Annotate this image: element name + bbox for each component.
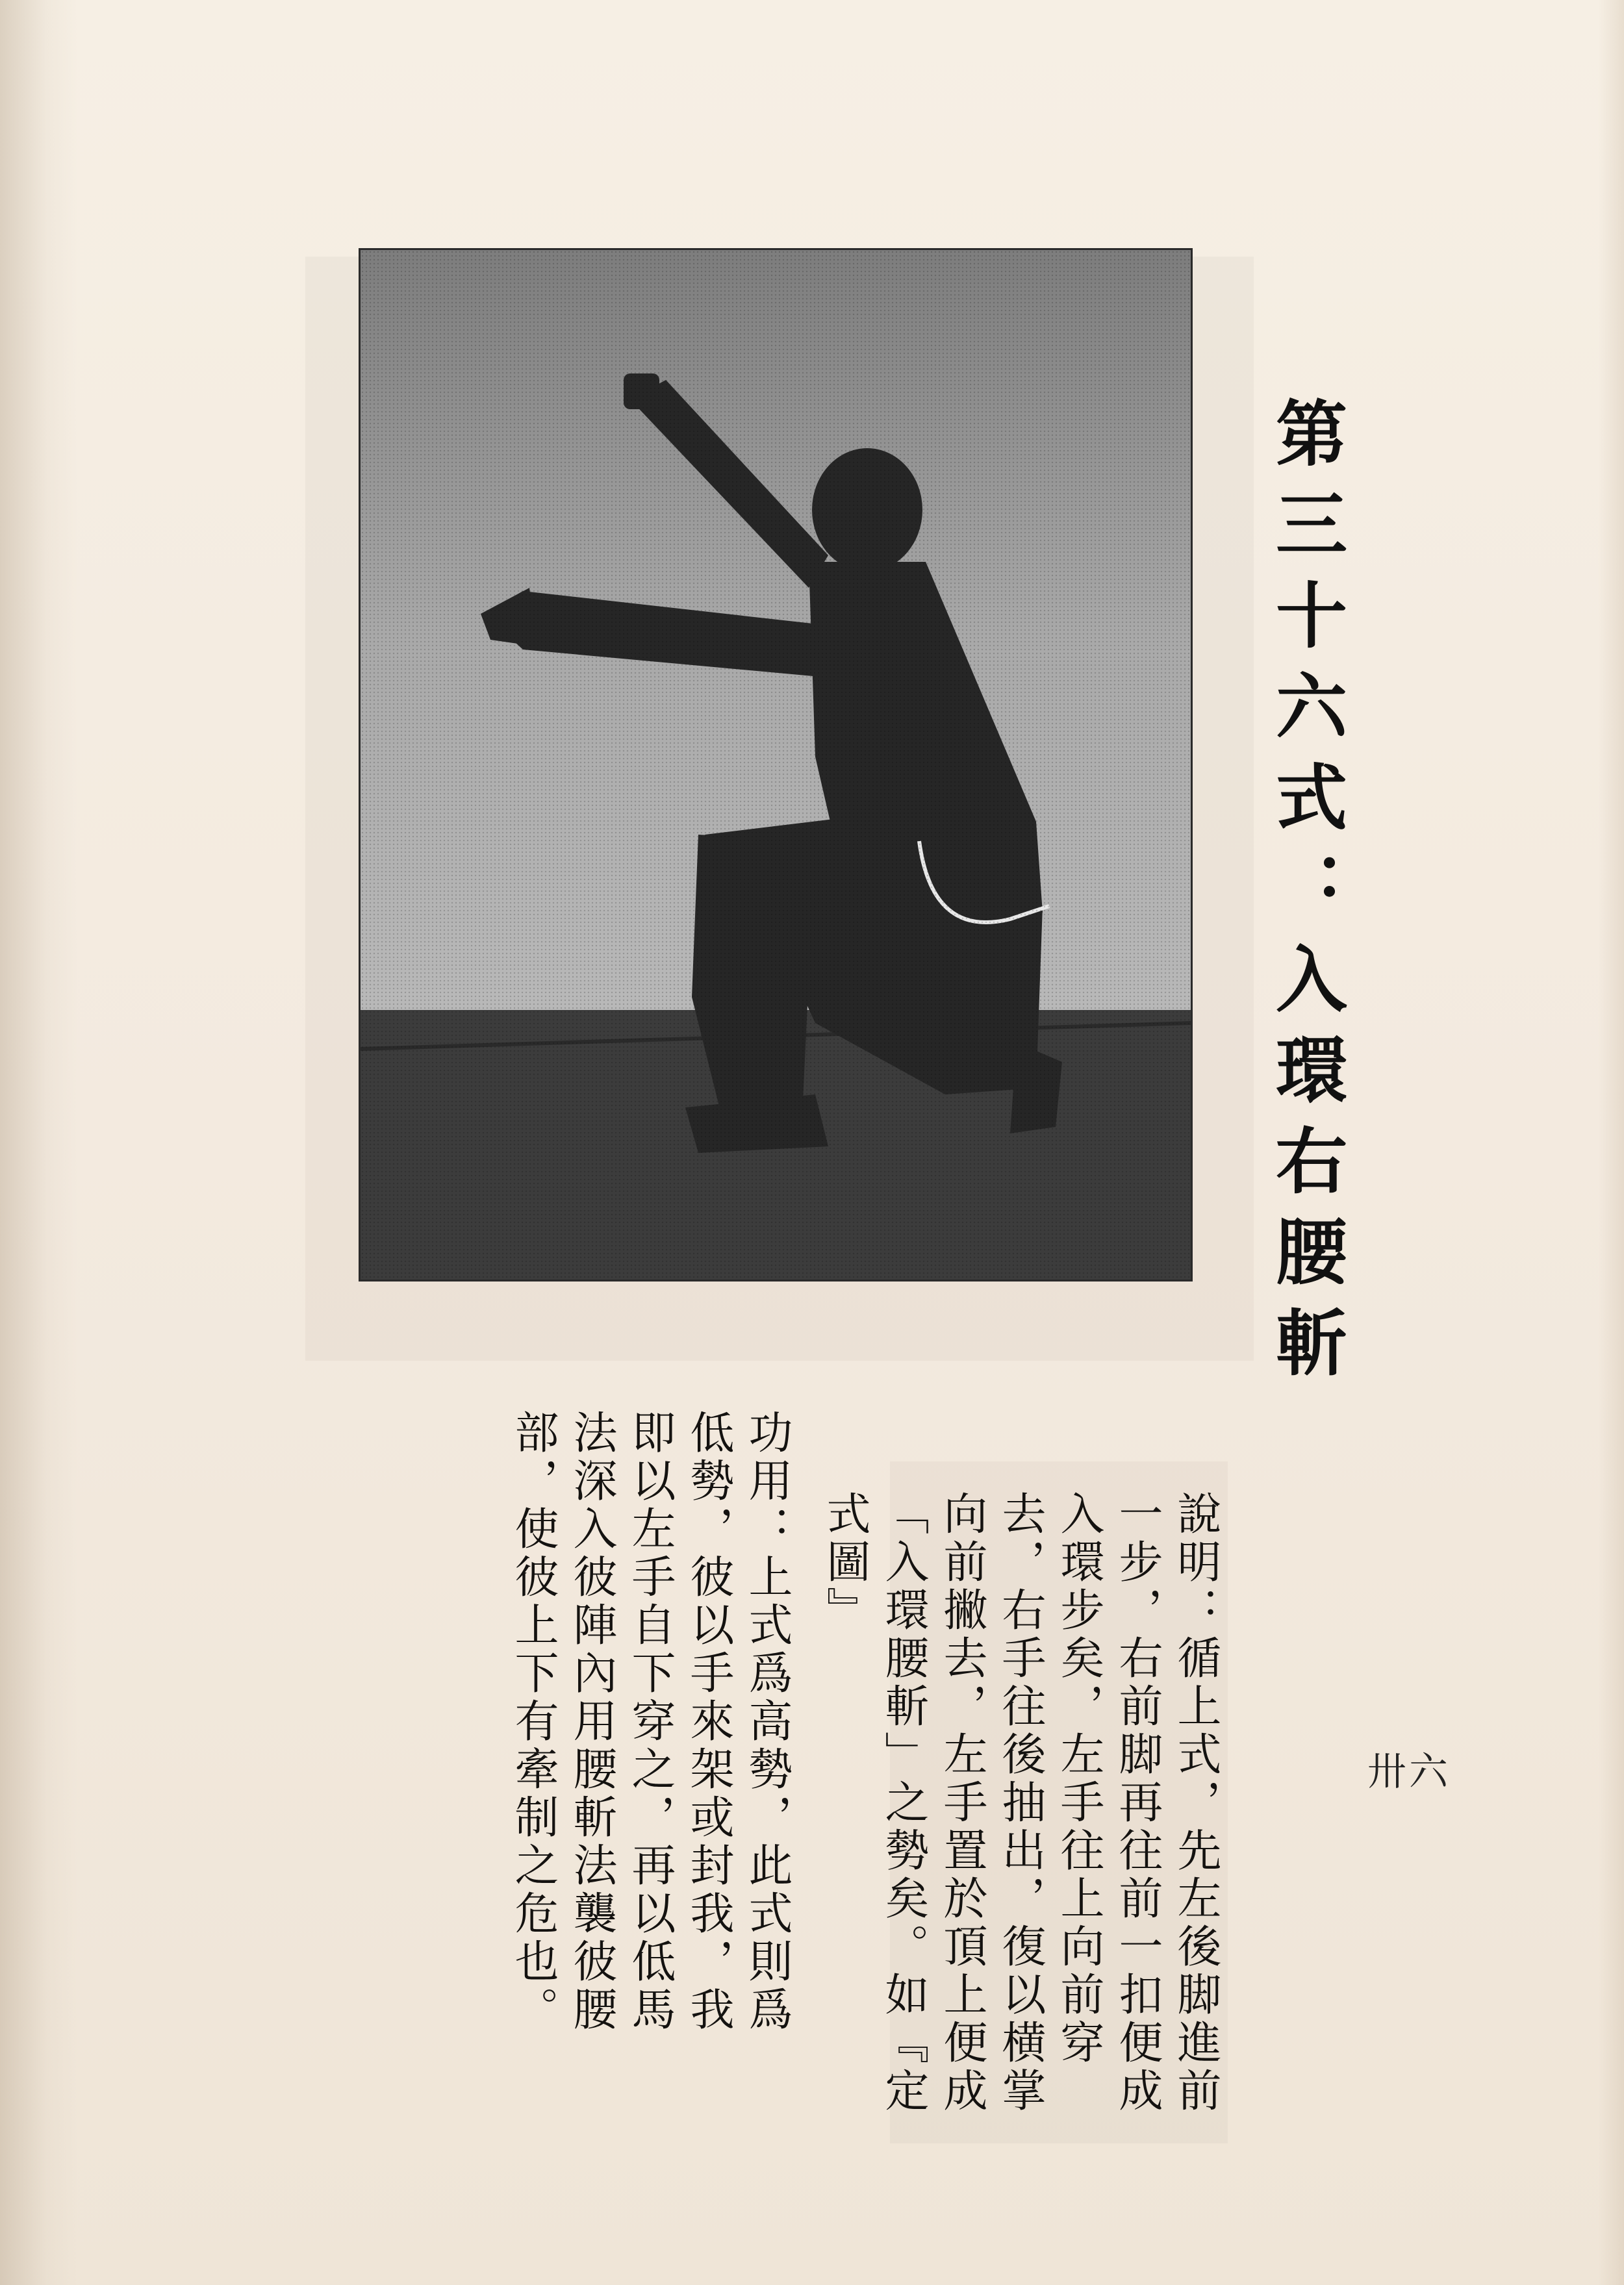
function-label: 功用：	[741, 1409, 793, 1554]
page-number: 卅六	[1367, 1749, 1451, 1795]
martial-arts-posture-photo	[359, 248, 1193, 1281]
page-edge-shadow	[1598, 0, 1624, 2285]
function-paragraph	[507, 1409, 796, 2059]
photo-illustration	[361, 250, 1191, 1280]
explanation-text: 循上式，先左後脚進前一步，右前脚再往前一扣便成入環步矣，左手往上向前穿去，右手往後抽出，復以横掌向前撇去，左手置於頂上便成「入環腰斬」之勢矣。如『定式圖』	[819, 1491, 1221, 2115]
function-text: 上式爲高勢，此式則爲低勢，彼以手來架或封我，我即以左手自下穿之，再以低馬法深入彼陣內用腰斬法襲彼腰部，使彼上下有牽制之危也。	[507, 1409, 793, 2034]
page-gutter-shadow	[0, 0, 78, 2285]
explanation-paragraph	[819, 1491, 1224, 2140]
explanation-label: 說明：	[1170, 1491, 1221, 1635]
section-heading: 第三十六式：入環右腰斬	[1264, 396, 1348, 1396]
